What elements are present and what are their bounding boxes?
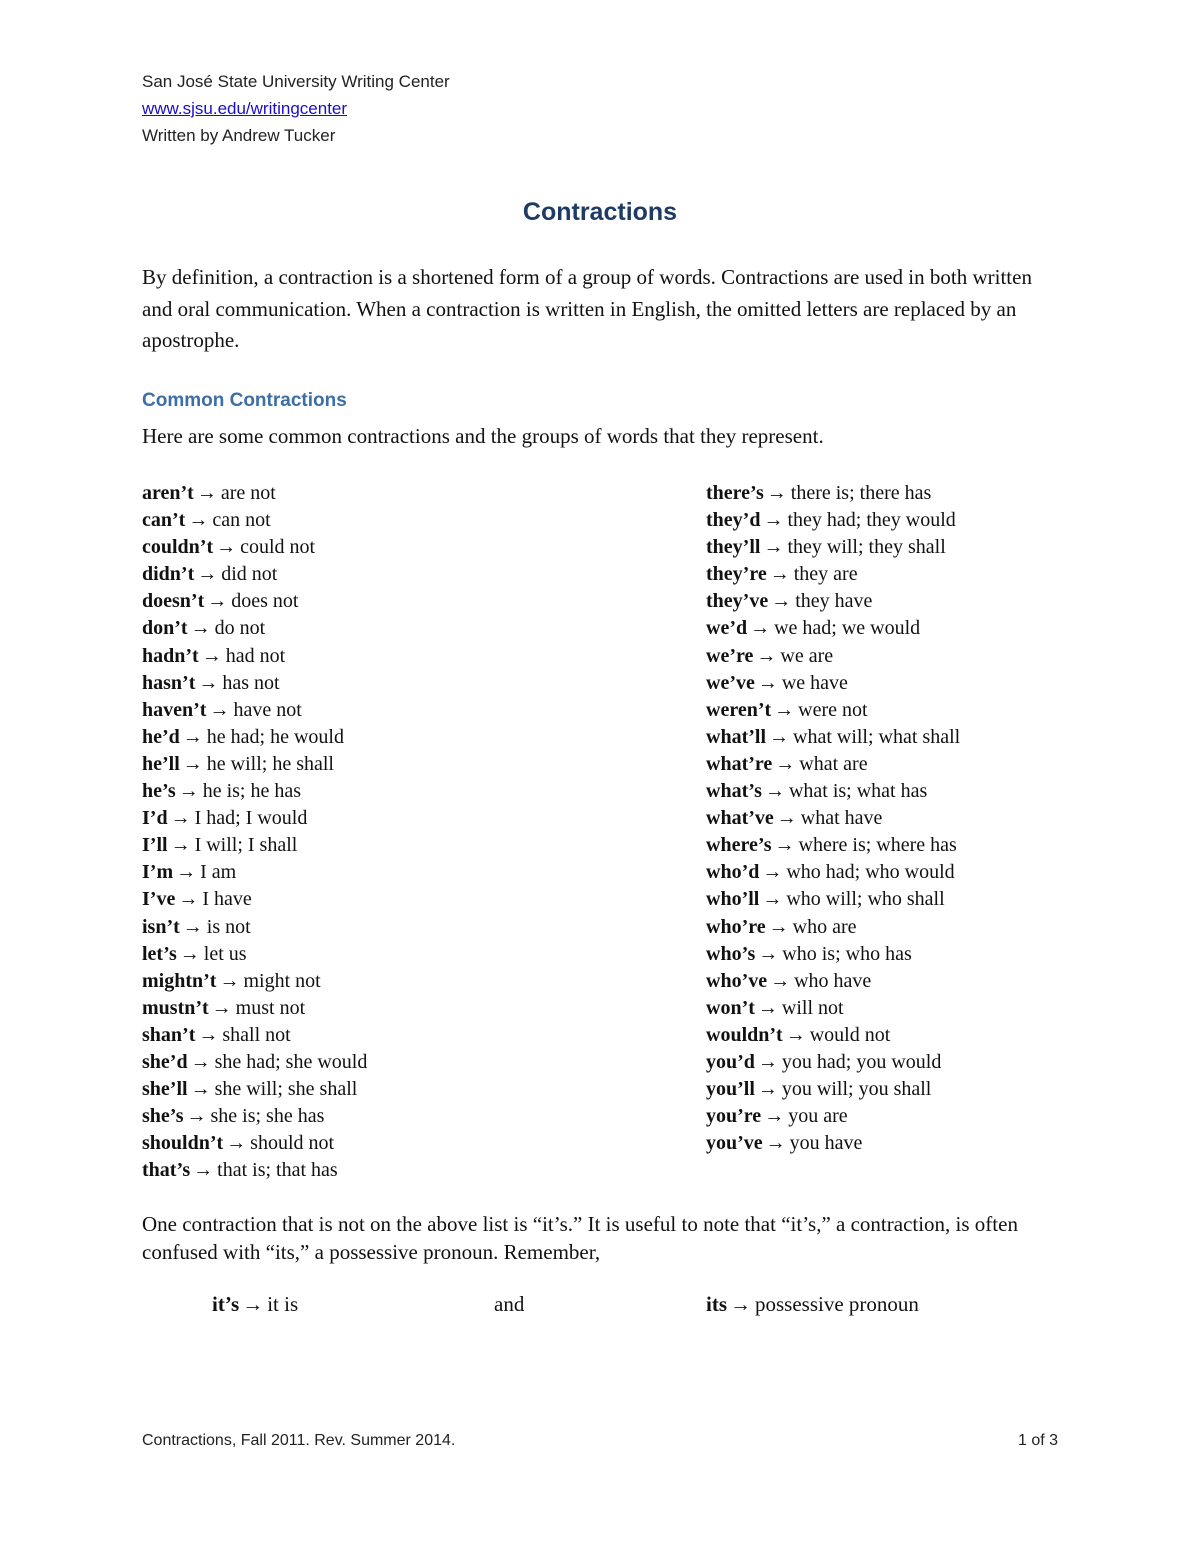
contraction-meaning: they are bbox=[793, 563, 858, 586]
contraction-word: what’ll bbox=[706, 725, 766, 748]
arrow-right-icon: → bbox=[769, 725, 789, 748]
contraction-entry bbox=[706, 724, 960, 751]
contraction-meaning: will not bbox=[781, 996, 844, 1019]
contraction-word: shouldn’t bbox=[142, 1132, 224, 1155]
contraction-entry bbox=[142, 643, 367, 670]
contraction-entry bbox=[706, 914, 960, 941]
contraction-word: couldn’t bbox=[142, 536, 214, 559]
contraction-entry bbox=[142, 995, 367, 1022]
arrow-right-icon: → bbox=[190, 1078, 211, 1101]
arrow-right-icon: → bbox=[242, 1292, 264, 1316]
contraction-meaning: must not bbox=[235, 996, 306, 1019]
contraction-meaning: that is; that has bbox=[217, 1159, 338, 1182]
contraction-meaning: where is; where has bbox=[798, 834, 957, 857]
example-right-meaning: possessive pronoun bbox=[755, 1292, 919, 1316]
contraction-word: shan’t bbox=[142, 1023, 196, 1046]
contraction-meaning: could not bbox=[240, 536, 316, 559]
arrow-right-icon: → bbox=[182, 752, 203, 775]
contraction-meaning: they had; they would bbox=[787, 509, 956, 532]
contraction-word: what’ve bbox=[706, 807, 774, 830]
contraction-entry bbox=[142, 859, 367, 886]
contraction-entry bbox=[706, 995, 960, 1022]
contraction-meaning: have not bbox=[233, 698, 302, 721]
contraction-meaning: is not bbox=[206, 915, 251, 938]
contraction-meaning: what will; what shall bbox=[793, 725, 961, 748]
contraction-word: weren’t bbox=[706, 698, 772, 721]
contraction-entry bbox=[706, 507, 960, 534]
contraction-meaning: might not bbox=[243, 969, 321, 992]
contraction-word: can’t bbox=[142, 509, 186, 532]
header-institution: San José State University Writing Center bbox=[142, 72, 450, 91]
contraction-meaning: I will; I shall bbox=[194, 834, 298, 857]
contraction-meaning: you are bbox=[788, 1105, 848, 1128]
contraction-meaning: you had; you would bbox=[781, 1050, 942, 1073]
contraction-entry bbox=[706, 1103, 960, 1130]
example-right bbox=[706, 1292, 919, 1317]
contraction-word: don’t bbox=[142, 617, 188, 640]
contraction-meaning: I had; I would bbox=[194, 807, 308, 830]
contraction-entry bbox=[142, 1049, 367, 1076]
contraction-meaning: there is; there has bbox=[790, 482, 932, 504]
contraction-meaning: we are bbox=[780, 644, 834, 667]
contraction-entry bbox=[706, 886, 960, 913]
contraction-entry bbox=[706, 832, 960, 859]
arrow-right-icon: → bbox=[190, 617, 211, 640]
contraction-meaning: can not bbox=[212, 509, 271, 532]
arrow-right-icon: → bbox=[196, 482, 217, 504]
contraction-word: you’re bbox=[706, 1105, 762, 1128]
header-author: Written by Andrew Tucker bbox=[142, 126, 336, 145]
contraction-word: mightn’t bbox=[142, 969, 217, 992]
contraction-entry bbox=[706, 1130, 960, 1157]
example-right-word: its bbox=[706, 1292, 727, 1316]
contraction-entry bbox=[142, 670, 367, 697]
contraction-word: I’ve bbox=[142, 888, 176, 911]
contraction-meaning: I have bbox=[202, 888, 252, 911]
contraction-entry bbox=[142, 832, 367, 859]
contraction-word: who’ve bbox=[706, 969, 768, 992]
page-title: Contractions bbox=[522, 198, 678, 226]
contraction-word: who’s bbox=[706, 942, 756, 965]
arrow-right-icon: → bbox=[757, 1050, 778, 1073]
arrow-right-icon: → bbox=[757, 671, 778, 694]
arrow-right-icon: → bbox=[186, 1105, 207, 1128]
arrow-right-icon: → bbox=[193, 1159, 214, 1182]
contraction-entry bbox=[142, 1157, 367, 1184]
contraction-word: let’s bbox=[142, 942, 177, 965]
arrow-right-icon: → bbox=[775, 752, 796, 775]
contraction-word: mustn’t bbox=[142, 996, 209, 1019]
footer-page-number: 1 of 3 bbox=[1017, 1432, 1058, 1449]
contraction-meaning: are not bbox=[220, 482, 276, 504]
contraction-word: she’d bbox=[142, 1050, 188, 1073]
contraction-word: haven’t bbox=[142, 698, 207, 721]
contraction-word: you’d bbox=[706, 1050, 755, 1073]
contraction-word: what’s bbox=[706, 780, 762, 803]
contraction-entry bbox=[142, 941, 367, 968]
contraction-entry bbox=[706, 561, 960, 588]
contraction-meaning: who had; who would bbox=[786, 861, 955, 884]
arrow-right-icon: → bbox=[757, 996, 778, 1019]
contraction-word: didn’t bbox=[142, 563, 195, 586]
arrow-right-icon: → bbox=[768, 915, 789, 938]
arrow-right-icon: → bbox=[198, 671, 219, 694]
contraction-word: I’ll bbox=[142, 834, 168, 857]
contraction-meaning: what is; what has bbox=[788, 780, 928, 803]
arrow-right-icon: → bbox=[190, 1050, 211, 1073]
contraction-entry bbox=[142, 1130, 367, 1157]
header-url-link[interactable]: www.sjsu.edu/writingcenter bbox=[142, 99, 348, 118]
contraction-meaning: I am bbox=[200, 861, 237, 884]
contraction-entry bbox=[142, 778, 367, 805]
arrow-right-icon: → bbox=[756, 644, 777, 667]
contraction-meaning: does not bbox=[231, 590, 299, 613]
contraction-meaning: they have bbox=[795, 590, 873, 613]
contraction-word: you’ve bbox=[706, 1132, 763, 1155]
contraction-word: we’ve bbox=[706, 671, 755, 694]
contraction-word: he’s bbox=[142, 780, 176, 803]
arrow-right-icon: → bbox=[219, 969, 240, 992]
contraction-entry bbox=[142, 805, 367, 832]
contraction-word: wouldn’t bbox=[706, 1023, 783, 1046]
contraction-meaning: she is; she has bbox=[210, 1105, 325, 1128]
arrow-right-icon: → bbox=[764, 780, 785, 803]
contraction-meaning: he is; he has bbox=[202, 780, 302, 803]
contraction-entry bbox=[706, 1076, 960, 1103]
arrow-right-icon: → bbox=[188, 509, 209, 532]
section-heading: Common Contractions bbox=[142, 390, 347, 411]
contraction-entry bbox=[706, 588, 960, 615]
contraction-word: there’s bbox=[706, 482, 764, 504]
contraction-meaning: who is; who has bbox=[782, 942, 912, 965]
contraction-meaning: should not bbox=[250, 1132, 335, 1155]
arrow-right-icon: → bbox=[750, 617, 771, 640]
arrow-right-icon: → bbox=[207, 590, 228, 613]
contraction-meaning: what have bbox=[800, 807, 883, 830]
arrow-right-icon: → bbox=[763, 509, 784, 532]
contraction-meaning: she will; she shall bbox=[214, 1078, 358, 1101]
contraction-entry bbox=[706, 697, 960, 724]
arrow-right-icon: → bbox=[179, 942, 200, 965]
contraction-word: who’ll bbox=[706, 888, 760, 911]
contraction-meaning: who are bbox=[792, 915, 857, 938]
contraction-word: where’s bbox=[706, 834, 772, 857]
arrow-right-icon: → bbox=[769, 563, 790, 586]
contraction-meaning: he had; he would bbox=[206, 725, 344, 748]
example-left-meaning: it is bbox=[267, 1292, 299, 1316]
contraction-meaning: had not bbox=[225, 644, 286, 667]
arrow-right-icon: → bbox=[757, 1078, 778, 1101]
example-connector: and bbox=[494, 1292, 525, 1316]
contractions-list-left bbox=[142, 480, 367, 1184]
arrow-right-icon: → bbox=[178, 888, 199, 911]
arrow-right-icon: → bbox=[178, 780, 199, 803]
contraction-word: she’s bbox=[142, 1105, 184, 1128]
contraction-word: who’d bbox=[706, 861, 760, 884]
contraction-entry bbox=[142, 1076, 367, 1103]
contraction-word: aren’t bbox=[142, 482, 194, 504]
contraction-meaning: do not bbox=[214, 617, 266, 640]
arrow-right-icon: → bbox=[226, 1132, 247, 1155]
contraction-word: I’d bbox=[142, 807, 168, 830]
arrow-right-icon: → bbox=[763, 536, 784, 559]
contraction-word: what’re bbox=[706, 752, 773, 775]
contraction-entry bbox=[142, 886, 367, 913]
arrow-right-icon: → bbox=[764, 1105, 785, 1128]
contraction-entry bbox=[706, 615, 960, 642]
arrow-right-icon: → bbox=[211, 996, 232, 1019]
contraction-meaning: he will; he shall bbox=[206, 752, 334, 775]
contraction-word: hasn’t bbox=[142, 671, 196, 694]
contraction-entry bbox=[706, 534, 960, 561]
contraction-entry bbox=[706, 751, 960, 778]
contractions-list-right bbox=[706, 480, 960, 1157]
contraction-entry bbox=[142, 1103, 367, 1130]
arrow-right-icon: → bbox=[197, 563, 218, 586]
contraction-entry bbox=[706, 643, 960, 670]
contraction-entry bbox=[142, 480, 367, 507]
contraction-word: won’t bbox=[706, 996, 755, 1019]
contraction-word: they’d bbox=[706, 509, 761, 532]
contraction-word: she’ll bbox=[142, 1078, 188, 1101]
contraction-word: we’re bbox=[706, 644, 754, 667]
contraction-entry bbox=[706, 480, 960, 507]
arrow-right-icon: → bbox=[770, 969, 791, 992]
contraction-meaning: they will; they shall bbox=[787, 536, 946, 559]
contraction-entry bbox=[142, 588, 367, 615]
arrow-right-icon: → bbox=[182, 725, 203, 748]
contraction-word: we’d bbox=[706, 617, 748, 640]
contraction-meaning: did not bbox=[221, 563, 278, 586]
contraction-entry bbox=[142, 561, 367, 588]
contraction-meaning: you will; you shall bbox=[781, 1078, 932, 1101]
contraction-meaning: we had; we would bbox=[774, 617, 921, 640]
contraction-entry bbox=[142, 724, 367, 751]
contraction-word: isn’t bbox=[142, 915, 180, 938]
contraction-meaning: who will; who shall bbox=[786, 888, 945, 911]
contraction-entry bbox=[142, 534, 367, 561]
contraction-meaning: who have bbox=[794, 969, 872, 992]
arrow-right-icon: → bbox=[758, 942, 779, 965]
example-left-word: it’s bbox=[212, 1292, 240, 1316]
contraction-entry bbox=[142, 968, 367, 995]
contraction-entry bbox=[706, 1049, 960, 1076]
contraction-meaning: let us bbox=[203, 942, 247, 965]
contraction-meaning: you have bbox=[789, 1132, 863, 1155]
contraction-entry bbox=[706, 859, 960, 886]
contraction-meaning: has not bbox=[222, 671, 280, 694]
contraction-word: he’ll bbox=[142, 752, 180, 775]
arrow-right-icon: → bbox=[765, 1132, 786, 1155]
contraction-entry bbox=[142, 697, 367, 724]
contraction-word: they’ll bbox=[706, 536, 761, 559]
arrow-right-icon: → bbox=[766, 482, 787, 504]
contraction-word: he’d bbox=[142, 725, 180, 748]
arrow-right-icon: → bbox=[198, 1023, 219, 1046]
contraction-entry bbox=[142, 1022, 367, 1049]
contraction-word: I’m bbox=[142, 861, 174, 884]
arrow-right-icon: → bbox=[774, 698, 795, 721]
contraction-meaning: would not bbox=[809, 1023, 891, 1046]
arrow-right-icon: → bbox=[776, 807, 797, 830]
contraction-entry bbox=[142, 615, 367, 642]
arrow-right-icon: → bbox=[170, 807, 191, 830]
contraction-word: who’re bbox=[706, 915, 766, 938]
contraction-entry bbox=[142, 507, 367, 534]
contraction-meaning: what are bbox=[799, 752, 868, 775]
arrow-right-icon: → bbox=[774, 834, 795, 857]
footer-document-info: Contractions, Fall 2011. Rev. Summer 2014. bbox=[142, 1432, 456, 1449]
contraction-entry bbox=[706, 1022, 960, 1049]
contraction-word: hadn’t bbox=[142, 644, 199, 667]
contraction-word: they’ve bbox=[706, 590, 769, 613]
contraction-meaning: shall not bbox=[222, 1023, 291, 1046]
contraction-entry bbox=[142, 751, 367, 778]
arrow-right-icon: → bbox=[170, 834, 191, 857]
contraction-meaning: were not bbox=[798, 698, 868, 721]
example-left bbox=[212, 1292, 298, 1317]
contraction-entry bbox=[706, 670, 960, 697]
contraction-meaning: we have bbox=[781, 671, 848, 694]
arrow-right-icon: → bbox=[216, 536, 237, 559]
section-lead: Here are some common contractions and the groups of words that they represent. bbox=[142, 424, 824, 448]
contraction-entry bbox=[142, 914, 367, 941]
arrow-right-icon: → bbox=[176, 861, 197, 884]
arrow-right-icon: → bbox=[730, 1292, 751, 1316]
arrow-right-icon: → bbox=[182, 915, 203, 938]
contraction-word: you’ll bbox=[706, 1078, 755, 1101]
contraction-entry bbox=[706, 968, 960, 995]
contraction-entry bbox=[706, 805, 960, 832]
intro-paragraph: By definition, a contraction is a shortened form of a group of words. Contractions are used in both written and oral communication. When a contraction is written in English, the omitted letters are replaced by an apostrophe. bbox=[142, 265, 1032, 352]
arrow-right-icon: → bbox=[762, 861, 783, 884]
contraction-word: doesn’t bbox=[142, 590, 205, 613]
arrow-right-icon: → bbox=[209, 698, 230, 721]
arrow-right-icon: → bbox=[771, 590, 792, 613]
arrow-right-icon: → bbox=[785, 1023, 806, 1046]
closing-paragraph: One contraction that is not on the above list is “it’s.” It is useful to note that “it’s,” a contraction, is often confused with “its,” a possessive pronoun. Remember, bbox=[142, 1212, 1018, 1264]
contraction-word: they’re bbox=[706, 563, 767, 586]
arrow-right-icon: → bbox=[762, 888, 783, 911]
contraction-entry bbox=[706, 778, 960, 805]
contraction-meaning: she had; she would bbox=[214, 1050, 368, 1073]
contraction-word: that’s bbox=[142, 1159, 191, 1182]
arrow-right-icon: → bbox=[201, 644, 222, 667]
contraction-entry bbox=[706, 941, 960, 968]
